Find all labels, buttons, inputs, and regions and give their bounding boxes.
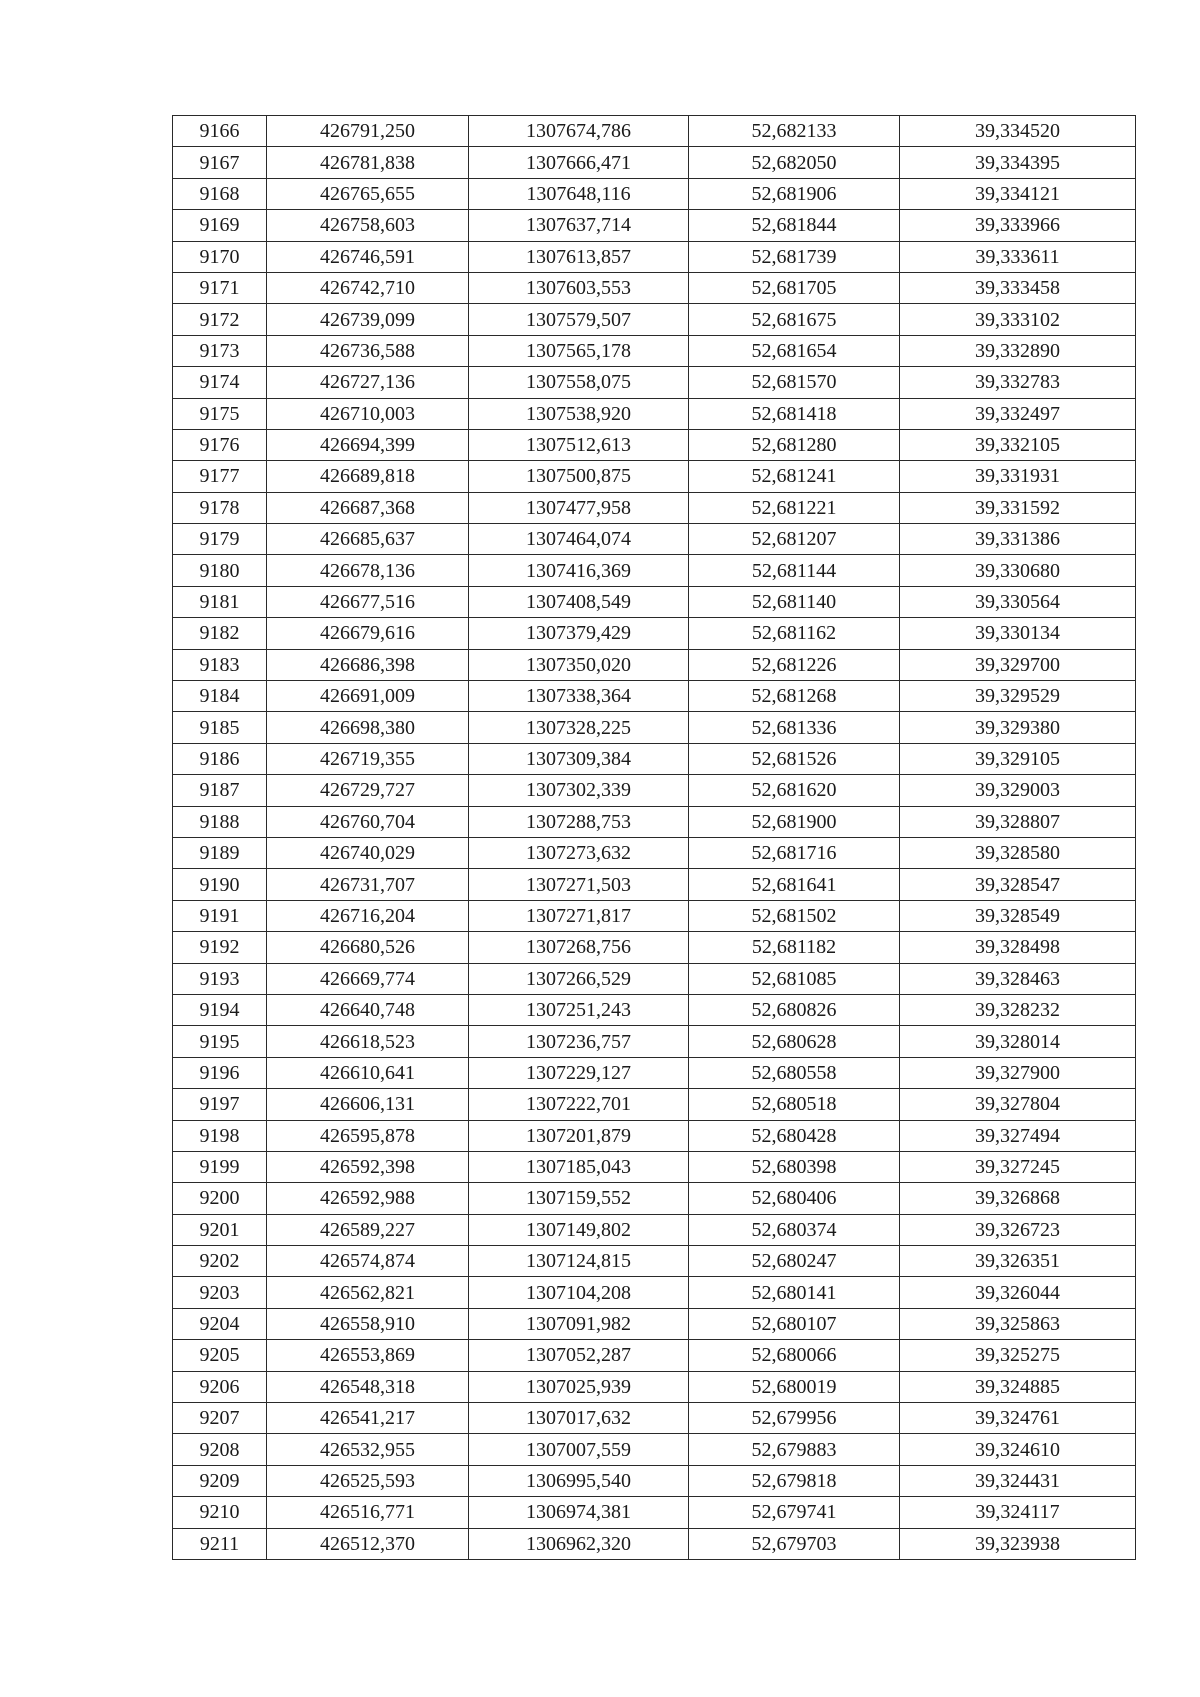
y-coordinate-cell: 1307266,529 — [469, 963, 689, 994]
y-coordinate-cell: 1307091,982 — [469, 1308, 689, 1339]
point-number-cell: 9195 — [173, 1026, 267, 1057]
table-row — [173, 492, 1136, 523]
latitude-cell: 52,681570 — [689, 367, 900, 398]
longitude-cell: 39,324610 — [900, 1434, 1136, 1465]
x-coordinate-cell: 426516,771 — [267, 1497, 469, 1528]
latitude-cell: 52,681140 — [689, 586, 900, 617]
table-row — [173, 994, 1136, 1025]
longitude-cell: 39,326351 — [900, 1246, 1136, 1277]
latitude-cell: 52,680826 — [689, 994, 900, 1025]
x-coordinate-cell: 426791,250 — [267, 116, 469, 147]
longitude-cell: 39,333966 — [900, 210, 1136, 241]
latitude-cell: 52,681675 — [689, 304, 900, 335]
table-row — [173, 335, 1136, 366]
y-coordinate-cell: 1306962,320 — [469, 1528, 689, 1559]
longitude-cell: 39,330564 — [900, 586, 1136, 617]
point-number-cell: 9184 — [173, 681, 267, 712]
point-number-cell: 9167 — [173, 147, 267, 178]
latitude-cell: 52,681654 — [689, 335, 900, 366]
x-coordinate-cell: 426687,368 — [267, 492, 469, 523]
y-coordinate-cell: 1307124,815 — [469, 1246, 689, 1277]
longitude-cell: 39,330134 — [900, 618, 1136, 649]
table-row — [173, 555, 1136, 586]
latitude-cell: 52,681418 — [689, 398, 900, 429]
x-coordinate-cell: 426736,588 — [267, 335, 469, 366]
x-coordinate-cell: 426532,955 — [267, 1434, 469, 1465]
y-coordinate-cell: 1307350,020 — [469, 649, 689, 680]
y-coordinate-cell: 1307328,225 — [469, 712, 689, 743]
y-coordinate-cell: 1307229,127 — [469, 1057, 689, 1088]
longitude-cell: 39,331931 — [900, 461, 1136, 492]
latitude-cell: 52,680428 — [689, 1120, 900, 1151]
y-coordinate-cell: 1307648,116 — [469, 178, 689, 209]
latitude-cell: 52,682050 — [689, 147, 900, 178]
latitude-cell: 52,681716 — [689, 837, 900, 868]
x-coordinate-cell: 426691,009 — [267, 681, 469, 712]
x-coordinate-cell: 426562,821 — [267, 1277, 469, 1308]
latitude-cell: 52,681336 — [689, 712, 900, 743]
point-number-cell: 9166 — [173, 116, 267, 147]
table-row — [173, 618, 1136, 649]
latitude-cell: 52,681268 — [689, 681, 900, 712]
point-number-cell: 9174 — [173, 367, 267, 398]
longitude-cell: 39,333611 — [900, 241, 1136, 272]
y-coordinate-cell: 1307271,817 — [469, 900, 689, 931]
y-coordinate-cell: 1306974,381 — [469, 1497, 689, 1528]
x-coordinate-cell: 426548,318 — [267, 1371, 469, 1402]
x-coordinate-cell: 426592,988 — [267, 1183, 469, 1214]
y-coordinate-cell: 1307674,786 — [469, 116, 689, 147]
latitude-cell: 52,680558 — [689, 1057, 900, 1088]
x-coordinate-cell: 426685,637 — [267, 524, 469, 555]
latitude-cell: 52,681241 — [689, 461, 900, 492]
table-row — [173, 1246, 1136, 1277]
y-coordinate-cell: 1307222,701 — [469, 1089, 689, 1120]
y-coordinate-cell: 1307302,339 — [469, 775, 689, 806]
latitude-cell: 52,679703 — [689, 1528, 900, 1559]
x-coordinate-cell: 426669,774 — [267, 963, 469, 994]
latitude-cell: 52,681844 — [689, 210, 900, 241]
table-row — [173, 1434, 1136, 1465]
table-row — [173, 1183, 1136, 1214]
y-coordinate-cell: 1307007,559 — [469, 1434, 689, 1465]
latitude-cell: 52,679883 — [689, 1434, 900, 1465]
longitude-cell: 39,332783 — [900, 367, 1136, 398]
longitude-cell: 39,324431 — [900, 1465, 1136, 1496]
point-number-cell: 9188 — [173, 806, 267, 837]
table-row — [173, 649, 1136, 680]
x-coordinate-cell: 426640,748 — [267, 994, 469, 1025]
point-number-cell: 9197 — [173, 1089, 267, 1120]
table-row — [173, 367, 1136, 398]
table-row — [173, 1497, 1136, 1528]
table-row — [173, 775, 1136, 806]
x-coordinate-cell: 426781,838 — [267, 147, 469, 178]
point-number-cell: 9196 — [173, 1057, 267, 1088]
point-number-cell: 9193 — [173, 963, 267, 994]
table-row — [173, 1465, 1136, 1496]
latitude-cell: 52,681280 — [689, 429, 900, 460]
y-coordinate-cell: 1307637,714 — [469, 210, 689, 241]
x-coordinate-cell: 426595,878 — [267, 1120, 469, 1151]
latitude-cell: 52,680107 — [689, 1308, 900, 1339]
y-coordinate-cell: 1307104,208 — [469, 1277, 689, 1308]
y-coordinate-cell: 1307666,471 — [469, 147, 689, 178]
point-number-cell: 9200 — [173, 1183, 267, 1214]
x-coordinate-cell: 426680,526 — [267, 932, 469, 963]
longitude-cell: 39,329700 — [900, 649, 1136, 680]
point-number-cell: 9179 — [173, 524, 267, 555]
point-number-cell: 9182 — [173, 618, 267, 649]
x-coordinate-cell: 426742,710 — [267, 272, 469, 303]
latitude-cell: 52,681705 — [689, 272, 900, 303]
y-coordinate-cell: 1307512,613 — [469, 429, 689, 460]
longitude-cell: 39,333458 — [900, 272, 1136, 303]
y-coordinate-cell: 1307579,507 — [469, 304, 689, 335]
latitude-cell: 52,681502 — [689, 900, 900, 931]
point-number-cell: 9208 — [173, 1434, 267, 1465]
point-number-cell: 9194 — [173, 994, 267, 1025]
table-row — [173, 147, 1136, 178]
table-row — [173, 963, 1136, 994]
table-row — [173, 1403, 1136, 1434]
x-coordinate-cell: 426553,869 — [267, 1340, 469, 1371]
table-row — [173, 398, 1136, 429]
latitude-cell: 52,680019 — [689, 1371, 900, 1402]
latitude-cell: 52,680374 — [689, 1214, 900, 1245]
longitude-cell: 39,333102 — [900, 304, 1136, 335]
table-row — [173, 1089, 1136, 1120]
table-row — [173, 1151, 1136, 1182]
y-coordinate-cell: 1307273,632 — [469, 837, 689, 868]
y-coordinate-cell: 1307379,429 — [469, 618, 689, 649]
point-number-cell: 9170 — [173, 241, 267, 272]
table-row — [173, 869, 1136, 900]
point-number-cell: 9199 — [173, 1151, 267, 1182]
longitude-cell: 39,329529 — [900, 681, 1136, 712]
longitude-cell: 39,332890 — [900, 335, 1136, 366]
point-number-cell: 9186 — [173, 743, 267, 774]
x-coordinate-cell: 426512,370 — [267, 1528, 469, 1559]
latitude-cell: 52,679741 — [689, 1497, 900, 1528]
latitude-cell: 52,681900 — [689, 806, 900, 837]
latitude-cell: 52,681641 — [689, 869, 900, 900]
table-row — [173, 524, 1136, 555]
x-coordinate-cell: 426731,707 — [267, 869, 469, 900]
x-coordinate-cell: 426606,131 — [267, 1089, 469, 1120]
x-coordinate-cell: 426727,136 — [267, 367, 469, 398]
table-row — [173, 304, 1136, 335]
latitude-cell: 52,680518 — [689, 1089, 900, 1120]
x-coordinate-cell: 426739,099 — [267, 304, 469, 335]
point-number-cell: 9201 — [173, 1214, 267, 1245]
x-coordinate-cell: 426710,003 — [267, 398, 469, 429]
y-coordinate-cell: 1307251,243 — [469, 994, 689, 1025]
longitude-cell: 39,324117 — [900, 1497, 1136, 1528]
longitude-cell: 39,326723 — [900, 1214, 1136, 1245]
longitude-cell: 39,327494 — [900, 1120, 1136, 1151]
latitude-cell: 52,679818 — [689, 1465, 900, 1496]
x-coordinate-cell: 426610,641 — [267, 1057, 469, 1088]
latitude-cell: 52,681162 — [689, 618, 900, 649]
x-coordinate-cell: 426746,591 — [267, 241, 469, 272]
table-row — [173, 1026, 1136, 1057]
y-coordinate-cell: 1307025,939 — [469, 1371, 689, 1402]
x-coordinate-cell: 426618,523 — [267, 1026, 469, 1057]
point-number-cell: 9203 — [173, 1277, 267, 1308]
latitude-cell: 52,681085 — [689, 963, 900, 994]
point-number-cell: 9187 — [173, 775, 267, 806]
y-coordinate-cell: 1306995,540 — [469, 1465, 689, 1496]
point-number-cell: 9171 — [173, 272, 267, 303]
point-number-cell: 9176 — [173, 429, 267, 460]
x-coordinate-cell: 426716,204 — [267, 900, 469, 931]
point-number-cell: 9202 — [173, 1246, 267, 1277]
y-coordinate-cell: 1307613,857 — [469, 241, 689, 272]
longitude-cell: 39,332497 — [900, 398, 1136, 429]
point-number-cell: 9168 — [173, 178, 267, 209]
table-row — [173, 272, 1136, 303]
latitude-cell: 52,679956 — [689, 1403, 900, 1434]
longitude-cell: 39,326868 — [900, 1183, 1136, 1214]
latitude-cell: 52,681906 — [689, 178, 900, 209]
longitude-cell: 39,328232 — [900, 994, 1136, 1025]
longitude-cell: 39,331386 — [900, 524, 1136, 555]
y-coordinate-cell: 1307603,553 — [469, 272, 689, 303]
y-coordinate-cell: 1307201,879 — [469, 1120, 689, 1151]
point-number-cell: 9211 — [173, 1528, 267, 1559]
latitude-cell: 52,680406 — [689, 1183, 900, 1214]
x-coordinate-cell: 426729,727 — [267, 775, 469, 806]
point-number-cell: 9185 — [173, 712, 267, 743]
longitude-cell: 39,334121 — [900, 178, 1136, 209]
point-number-cell: 9204 — [173, 1308, 267, 1339]
longitude-cell: 39,329380 — [900, 712, 1136, 743]
table-row — [173, 178, 1136, 209]
latitude-cell: 52,681221 — [689, 492, 900, 523]
latitude-cell: 52,680628 — [689, 1026, 900, 1057]
longitude-cell: 39,328580 — [900, 837, 1136, 868]
y-coordinate-cell: 1307149,802 — [469, 1214, 689, 1245]
x-coordinate-cell: 426686,398 — [267, 649, 469, 680]
table-row — [173, 743, 1136, 774]
y-coordinate-cell: 1307017,632 — [469, 1403, 689, 1434]
longitude-cell: 39,329105 — [900, 743, 1136, 774]
longitude-cell: 39,332105 — [900, 429, 1136, 460]
longitude-cell: 39,325275 — [900, 1340, 1136, 1371]
table-row — [173, 932, 1136, 963]
longitude-cell: 39,323938 — [900, 1528, 1136, 1559]
y-coordinate-cell: 1307052,287 — [469, 1340, 689, 1371]
longitude-cell: 39,324885 — [900, 1371, 1136, 1402]
table-row — [173, 1214, 1136, 1245]
table-row — [173, 586, 1136, 617]
longitude-cell: 39,331592 — [900, 492, 1136, 523]
x-coordinate-cell: 426679,616 — [267, 618, 469, 649]
table-row — [173, 1057, 1136, 1088]
y-coordinate-cell: 1307477,958 — [469, 492, 689, 523]
y-coordinate-cell: 1307185,043 — [469, 1151, 689, 1182]
longitude-cell: 39,328498 — [900, 932, 1136, 963]
point-number-cell: 9177 — [173, 461, 267, 492]
latitude-cell: 52,681526 — [689, 743, 900, 774]
x-coordinate-cell: 426758,603 — [267, 210, 469, 241]
latitude-cell: 52,681207 — [689, 524, 900, 555]
longitude-cell: 39,328014 — [900, 1026, 1136, 1057]
y-coordinate-cell: 1307408,549 — [469, 586, 689, 617]
longitude-cell: 39,327245 — [900, 1151, 1136, 1182]
point-number-cell: 9207 — [173, 1403, 267, 1434]
latitude-cell: 52,681739 — [689, 241, 900, 272]
table-row — [173, 1340, 1136, 1371]
y-coordinate-cell: 1307309,384 — [469, 743, 689, 774]
latitude-cell: 52,681620 — [689, 775, 900, 806]
longitude-cell: 39,334395 — [900, 147, 1136, 178]
table-row — [173, 806, 1136, 837]
table-row — [173, 712, 1136, 743]
x-coordinate-cell: 426525,593 — [267, 1465, 469, 1496]
point-number-cell: 9172 — [173, 304, 267, 335]
longitude-cell: 39,328547 — [900, 869, 1136, 900]
y-coordinate-cell: 1307271,503 — [469, 869, 689, 900]
longitude-cell: 39,326044 — [900, 1277, 1136, 1308]
x-coordinate-cell: 426589,227 — [267, 1214, 469, 1245]
longitude-cell: 39,328549 — [900, 900, 1136, 931]
x-coordinate-cell: 426677,516 — [267, 586, 469, 617]
x-coordinate-cell: 426698,380 — [267, 712, 469, 743]
point-number-cell: 9183 — [173, 649, 267, 680]
y-coordinate-cell: 1307159,552 — [469, 1183, 689, 1214]
x-coordinate-cell: 426678,136 — [267, 555, 469, 586]
latitude-cell: 52,681182 — [689, 932, 900, 963]
x-coordinate-cell: 426719,355 — [267, 743, 469, 774]
x-coordinate-cell: 426541,217 — [267, 1403, 469, 1434]
point-number-cell: 9180 — [173, 555, 267, 586]
latitude-cell: 52,680398 — [689, 1151, 900, 1182]
point-number-cell: 9206 — [173, 1371, 267, 1402]
y-coordinate-cell: 1307558,075 — [469, 367, 689, 398]
y-coordinate-cell: 1307338,364 — [469, 681, 689, 712]
y-coordinate-cell: 1307500,875 — [469, 461, 689, 492]
longitude-cell: 39,325863 — [900, 1308, 1136, 1339]
table-row — [173, 900, 1136, 931]
point-number-cell: 9173 — [173, 335, 267, 366]
table-row — [173, 681, 1136, 712]
longitude-cell: 39,328807 — [900, 806, 1136, 837]
table-row — [173, 241, 1136, 272]
table-row — [173, 837, 1136, 868]
x-coordinate-cell: 426694,399 — [267, 429, 469, 460]
y-coordinate-cell: 1307288,753 — [469, 806, 689, 837]
longitude-cell: 39,324761 — [900, 1403, 1136, 1434]
point-number-cell: 9189 — [173, 837, 267, 868]
table-row — [173, 1308, 1136, 1339]
latitude-cell: 52,681144 — [689, 555, 900, 586]
point-number-cell: 9190 — [173, 869, 267, 900]
longitude-cell: 39,334520 — [900, 116, 1136, 147]
point-number-cell: 9175 — [173, 398, 267, 429]
y-coordinate-cell: 1307565,178 — [469, 335, 689, 366]
point-number-cell: 9210 — [173, 1497, 267, 1528]
x-coordinate-cell: 426574,874 — [267, 1246, 469, 1277]
x-coordinate-cell: 426558,910 — [267, 1308, 469, 1339]
x-coordinate-cell: 426689,818 — [267, 461, 469, 492]
x-coordinate-cell: 426765,655 — [267, 178, 469, 209]
x-coordinate-cell: 426592,398 — [267, 1151, 469, 1182]
coordinates-table — [172, 115, 1136, 1560]
point-number-cell: 9192 — [173, 932, 267, 963]
longitude-cell: 39,329003 — [900, 775, 1136, 806]
x-coordinate-cell: 426760,704 — [267, 806, 469, 837]
table-row — [173, 1528, 1136, 1559]
latitude-cell: 52,680247 — [689, 1246, 900, 1277]
latitude-cell: 52,681226 — [689, 649, 900, 680]
coordinates-table-body — [173, 116, 1136, 1560]
y-coordinate-cell: 1307464,074 — [469, 524, 689, 555]
point-number-cell: 9191 — [173, 900, 267, 931]
point-number-cell: 9169 — [173, 210, 267, 241]
point-number-cell: 9205 — [173, 1340, 267, 1371]
point-number-cell: 9209 — [173, 1465, 267, 1496]
table-row — [173, 1277, 1136, 1308]
table-row — [173, 1120, 1136, 1151]
table-row — [173, 429, 1136, 460]
table-row — [173, 1371, 1136, 1402]
y-coordinate-cell: 1307538,920 — [469, 398, 689, 429]
longitude-cell: 39,330680 — [900, 555, 1136, 586]
table-row — [173, 116, 1136, 147]
y-coordinate-cell: 1307268,756 — [469, 932, 689, 963]
x-coordinate-cell: 426740,029 — [267, 837, 469, 868]
latitude-cell: 52,682133 — [689, 116, 900, 147]
latitude-cell: 52,680066 — [689, 1340, 900, 1371]
y-coordinate-cell: 1307236,757 — [469, 1026, 689, 1057]
longitude-cell: 39,327804 — [900, 1089, 1136, 1120]
longitude-cell: 39,328463 — [900, 963, 1136, 994]
table-row — [173, 461, 1136, 492]
point-number-cell: 9178 — [173, 492, 267, 523]
y-coordinate-cell: 1307416,369 — [469, 555, 689, 586]
point-number-cell: 9198 — [173, 1120, 267, 1151]
point-number-cell: 9181 — [173, 586, 267, 617]
longitude-cell: 39,327900 — [900, 1057, 1136, 1088]
latitude-cell: 52,680141 — [689, 1277, 900, 1308]
table-row — [173, 210, 1136, 241]
